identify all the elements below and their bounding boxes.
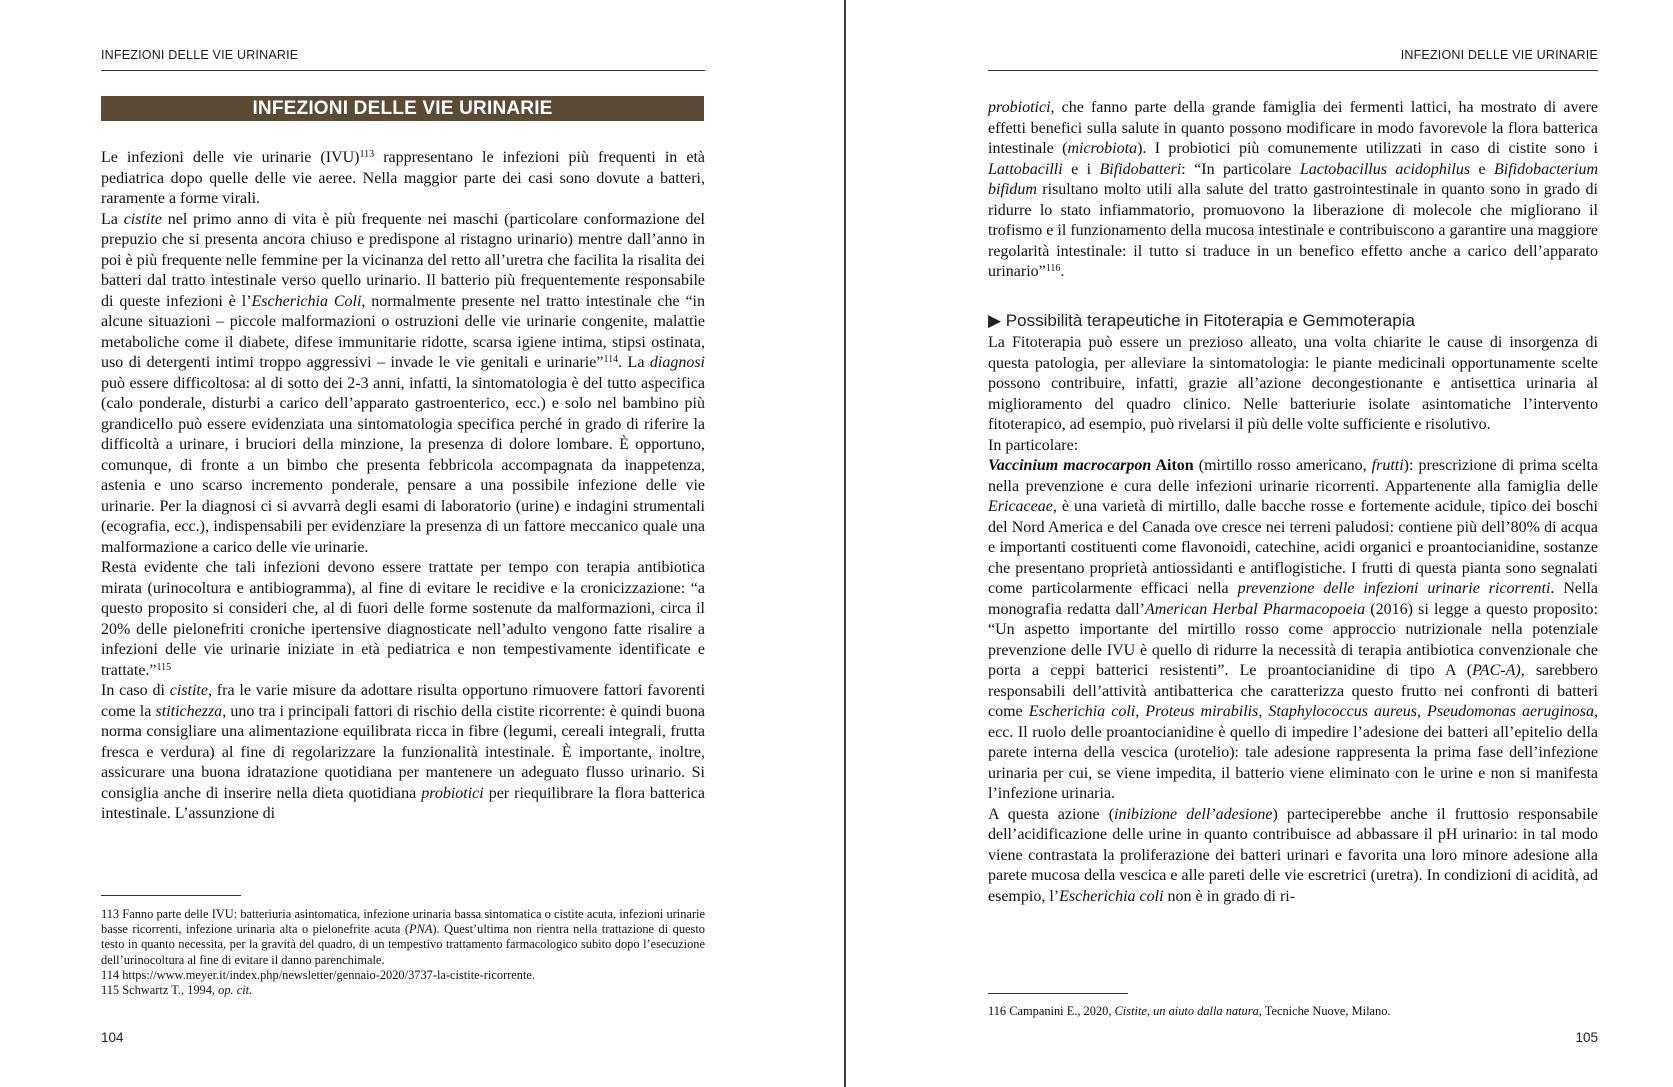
paragraph: La Fitoterapia può essere un prezioso alleato, una volta chiarite le cause di insorgenza di questa patologia, per alleviare la sintomatologia: le piante medicinali opportunamente scelte possono contribuire, infatti, grazie all’azione decongestionante e antisettica urinaria al miglioramento del quadro clinico. Nelle batteriurie isolate asintomatiche l’intervento fitoterapico, ad esempio, può rivelarsi il più delle volte sufficiente e risolutivo. bbox=[988, 334, 1598, 433]
right-footnotes bbox=[988, 1004, 1598, 1019]
page-gutter bbox=[844, 0, 846, 1087]
chapter-title: INFEZIONI DELLE VIE URINARIE bbox=[101, 96, 704, 121]
header-rule-left bbox=[101, 70, 705, 71]
left-footnotes bbox=[101, 907, 705, 998]
paragraph: Vaccinium macrocarpon Aiton (mirtillo rosso americano, frutti): prescrizione di prima scelta nella prevenzione e cura delle infezioni urinarie ricorrenti. Appartenente alla famiglia delle Ericaceae, è una varietà di mirtillo, dalle bacche rosse e fortemente acidule, tipico dei boschi del Nord America e del Canada ove cresce nei terreni paludosi: contiene più dell’80% di acqua e importanti costituenti come flavonoidi, catechine, acidi organici e proantocianidine, sostanze che presentano proprietà antiossidanti e antiflogistiche. I frutti di questa pianta sono segnalati come particolarmente efficaci nella prevenzione delle infezioni urinarie ricorrenti. Nella monografia redatta dall’American Herbal Pharmacopoeia (2016) si legge a questo proposito: “Un aspetto importante del mirtillo rosso come approccio nutrizionale nella potenziale prevenzione delle IVU è quello di ridurre la necessità di terapia antibiotica convenzionale che porta a ceppi batterici resistenti”. Le proantocianidine di tipo A (PAC-A), sarebbero responsabili dell’attività antibatterica che caratterizza questo frutto nei confronti di batteri come Escherichia coli, Proteus mirabilis, Staphylococcus aureus, Pseudomonas aeruginosa, ecc. Il ruolo delle proantocianidine è quello di impedire l’adesione dei batteri all’epitelio della parete interna della vescica (urotelio): tale adesione rappresenta la prima fase dell’infezione urinaria per cui, se viene impedita, il batterio viene eliminato con le urine e non si manifesta l’infezione urinaria. bbox=[988, 457, 1599, 802]
footnote-115: 115 Schwartz T., 1994, op. cit. bbox=[101, 983, 253, 998]
running-head-left: INFEZIONI DELLE VIE URINARIE bbox=[101, 48, 299, 62]
page-number-left: 104 bbox=[101, 1030, 124, 1045]
paragraph: A questa azione (inibizione dell’adesione) parteciperebbe anche il fruttosio responsabile dell’acidificazione delle urine in quanto contribuisce ad abbassare il pH urinario: in tal modo viene contrastata la proliferazione dei batteri urinari e favorita una loro minore adesione alla parete mucosa della vescica e alle pareti delle vie escretrici (uretra). In condizioni di acidità, ad esempio, l’Escherichia coli non è in grado di ri- bbox=[988, 805, 1599, 905]
paragraph: Resta evidente che tali infezioni devono essere trattate per tempo con terapia antibiotica mirata (urinocoltura e antibiogramma), al fine di evitare le recidive e la cronicizzazione: “a questo proposito si consideri che, al di fuori delle forme sostenute da malformazioni, circa il 20% delle pielonefriti croniche ipertensive diagnosticate nell’adulto vengono fatte risalire a infezioni delle vie urinarie iniziate in età pediatrica e non tempestivamente identificate e trattate.”$^{115}$ bbox=[101, 559, 705, 679]
paragraph: In caso di cistite, fra le varie misure da adottare risulta opportuno rimuovere fattori favorenti come la stitichezza, uno tra i principali fattori di rischio della cistite ricorrente: è quindi buona norma consigliare una alimentazione equilibrata ricca in fibre (legumi, cereali integrali, frutta fresca e verdura) al fine di regolarizzare la funzionalità intestinale. È importante, inoltre, assicurare una buona idratazione quotidiana per mantenere un adeguato flusso urinario. Si consiglia anche di inserire nella dieta quotidiana probiotici per riequilibrare la flora batterica intestinale. L’assunzione di bbox=[101, 682, 706, 822]
left-body-text bbox=[101, 148, 705, 825]
page-number-right: 105 bbox=[1575, 1030, 1598, 1045]
footnote-rule-left bbox=[101, 895, 241, 896]
header-rule-right bbox=[988, 70, 1598, 71]
running-head-right: INFEZIONI DELLE VIE URINARIE bbox=[1400, 48, 1598, 62]
paragraph: In particolare: bbox=[988, 436, 1079, 454]
paragraph: probiotici, che fanno parte della grande famiglia dei fermenti lattici, ha mostrato di avere effetti benefici sulla salute in quanto possono modificare in modo favorevole la flora batterica intestinale (microbiota). I probiotici più comunemente utilizzati in caso di cistite sono i Lattobacilli e i Bifidobatteri: “In particolare Lactobacillus acidophilus e Bifidobacterium bifidum risultano molto utili alla salute del tratto gastrointestinale in quanto sono in grado di ridurre lo stato infiammatorio, promuovono la liberazione di molecole che migliorano il trofismo e il funzionamento della mucosa intestinale e contribuiscono a garantire una maggiore regolarità intestinale: il tutto si traduce in un benefico effetto anche a carico dell’apparato urinario”$^{116}$. bbox=[988, 99, 1599, 280]
footnote-116: 116 Campanini E., 2020, Cistite, un aiuto dalla natura, Tecniche Nuove, Milano. bbox=[988, 1004, 1391, 1018]
footnote-113: 113 Fanno parte delle IVU: batteriuria asintomatica, infezione urinaria bassa sintomatica o cistite acuta, infezioni urinarie basse ricorrenti, infezione urinaria alta o pielonefrite acuta (PNA). Quest’ultima non rientra nella trattazione di questo testo in quanto necessita, per la gravità del quadro, di un tempestivo trattamento farmacologico subito dopo l’esecuzione dell’urinocoltura al fine di evitare il danno parenchimale. bbox=[101, 907, 705, 967]
right-body-text bbox=[988, 98, 1598, 907]
section-heading: ▶ Possibilità terapeutiche in Fitoterapia e Gemmoterapia bbox=[988, 310, 1415, 330]
paragraph: Le infezioni delle vie urinarie (IVU)$^{113}$ rappresentano le infezioni più frequenti in età pediatrica dopo quelle delle vie aeree. Nella maggior parte dei casi sono dovute a batteri, raramente a forme virali. bbox=[101, 149, 705, 207]
right-page bbox=[847, 0, 1673, 1087]
footnote-114: 114 https://www.meyer.it/index.php/newsletter/gennaio-2020/3737-la-cistite-ricorrente. bbox=[101, 967, 536, 982]
paragraph: La cistite nel primo anno di vita è più frequente nei maschi (particolare conformazione del prepuzio che si presenta ancora chiuso e predispone al ristagno urinario) mentre dall’anno in poi è più frequente nelle femmine per la vicinanza del retto all’uretra che facilita la risalita dei batteri dal tratto intestinale verso quello urinario. Il batterio più frequentemente responsabile di queste infezioni è l’Escherichia Coli, normalmente presente nel tratto intestinale che “in alcune situazioni – piccole malformazioni o ostruzioni delle vie urinarie congenite, malattie metaboliche come il diabete, difese immunitarie ridotte, scarsa igiene intima, stipsi ostinata, uso di detergenti intimi troppo aggressivi – invade le vie genitali e urinarie”$^{114}$. La diagnosi può essere difficoltosa: al di sotto dei 2-3 anni, infatti, la sintomatologia è del tutto aspecifica (calo ponderale, disturbi a carico dell’apparato gastroenterico, ecc.) e solo nel bambino più grandicello può essere evidenziata una sintomatologia specifica perché in grado di riferire la difficoltà a urinare, i bruciori della minzione, la presenza di dolore lombare. È opportuno, comunque, di fronte a un bimbo che presenta febbricola accompagnata da inappetenza, astenia e uno scarso incremento ponderale, pensare a una possibile infezione delle vie urinarie. Per la diagnosi ci si avvarrà degli esami di laboratorio (urine) e indagini strumentali (ecografia, ecc.), indispensabili per evidenziare la presenza di un fattore meccanico quale una malformazione a carico delle vie urinarie. bbox=[101, 210, 705, 556]
footnote-rule-right bbox=[988, 993, 1128, 994]
